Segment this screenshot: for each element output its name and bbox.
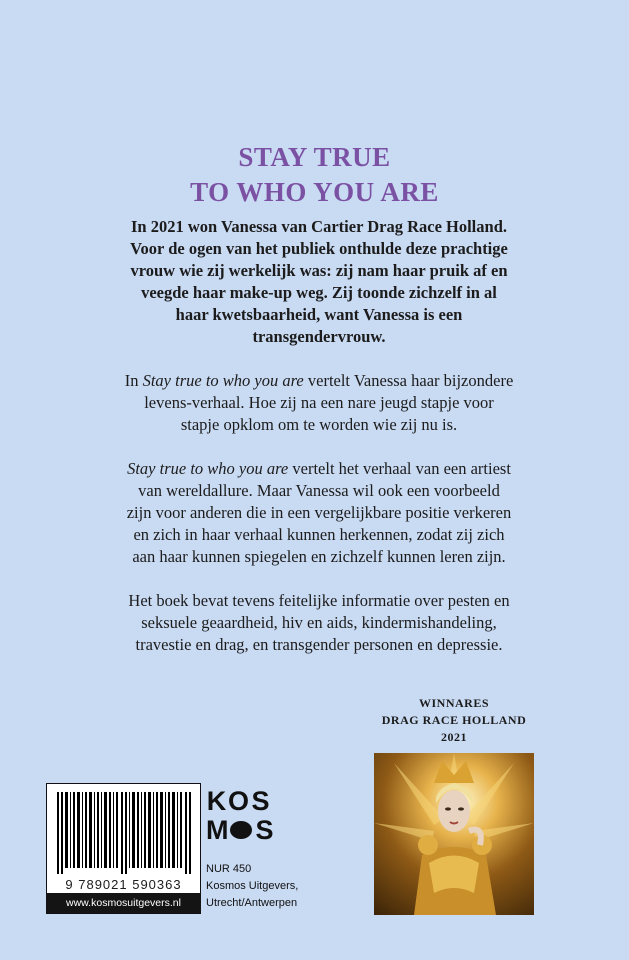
logo-row-1: [206, 787, 276, 816]
blurb-paragraph-4: Het boek bevat tevens feitelijke informatie over pesten en seksuele geaardheid, hiv en aids, kindermishandeling, travestie en drag, en transgender personen en depressie.: [128, 591, 510, 654]
logo-letter: S: [255, 815, 275, 845]
blurb: [124, 216, 514, 678]
logo-letter: M: [206, 815, 230, 845]
isbn-number: 9 789021 590363: [65, 877, 182, 892]
author-photo-illustration: [374, 753, 534, 915]
nur-code: NUR 450: [206, 863, 252, 875]
kosmos-logo: [206, 787, 276, 847]
logo-letter: S: [251, 786, 271, 816]
title-line-1: STAY TRUE: [238, 142, 391, 172]
title-line-2: TO WHO YOU ARE: [190, 177, 439, 207]
logo-letter: O: [228, 786, 251, 816]
author-photo: [374, 753, 534, 915]
winner-line-1: WINNARES: [418, 696, 489, 710]
logo-letter: K: [206, 786, 228, 816]
publisher-name: Kosmos Uitgevers,: [206, 880, 299, 892]
publisher-info: [206, 861, 298, 912]
blurb-p2-title: Stay true to who you are: [142, 371, 304, 390]
book-title: [0, 140, 629, 210]
blurb-p3-title: Stay true to who you are: [127, 459, 289, 478]
barcode-bars: [55, 792, 192, 874]
blurb-p3-suffix: vertelt het verhaal van een artiest van wereldallure. Maar Vanessa wil ook een voorbeeld zijn voor anderen die in een vergelijkbare positie verkeren en zich in haar verhaal kunnen herkennen, zodat zij zich aan haar kunnen spiegelen en zichzelf kunnen leren zijn.: [126, 459, 512, 566]
logo-dot-icon: [230, 821, 252, 839]
blurb-paragraph-2: [124, 370, 514, 436]
blurb-paragraph-1: In 2021 won Vanessa van Cartier Drag Race Holland. Voor de ogen van het publiek onthulde deze prachtige vrouw wie zij werkelijk was: zij nam haar pruik af en veegde haar make-up weg. Zij toonde zichzelf in al haar kwetsbaarheid, want Vanessa is een transgendervrouw.: [130, 217, 508, 346]
winner-line-2: DRAG RACE HOLLAND: [381, 713, 527, 727]
blurb-p2-prefix: In: [124, 371, 143, 390]
blurb-paragraph-3: [124, 458, 514, 568]
publisher-website: www.kosmosuitgevers.nl: [46, 893, 201, 913]
logo-row-2: [206, 816, 276, 845]
winner-caption: [374, 695, 534, 746]
winner-line-3: 2021: [441, 730, 467, 744]
blurb-p2-suffix: vertelt Vanessa haar bijzondere levens-verhaal. Hoe zij na een nare jeugd stapje voor stapje opklom om te worden wie zij nu is.: [144, 371, 514, 434]
publisher-city: Utrecht/Antwerpen: [206, 897, 298, 909]
